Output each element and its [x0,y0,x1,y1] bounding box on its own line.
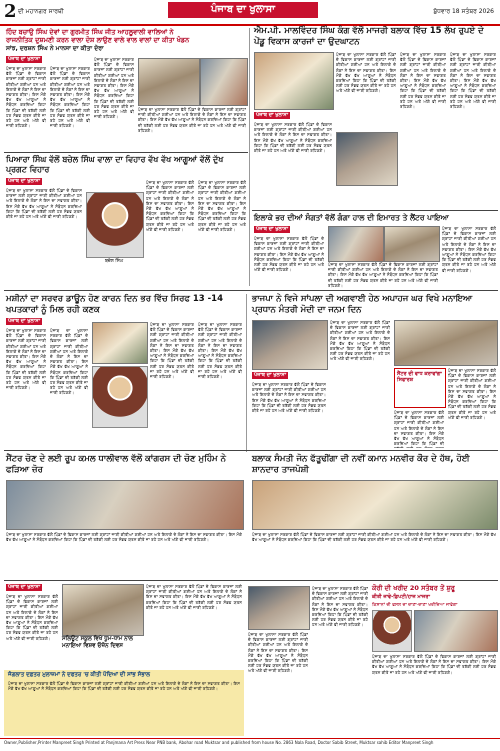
page-number: 2 [4,1,17,22]
column-divider [249,28,250,286]
article-11-headline: ਜੰਗਲਾਤ ਦਫ਼ਤਰ ਮੁਲਾਜ਼ਮਾਂ ਨੇ ਦਫਤਰ 'ਚ ਕੀਤੀ ਪੌਦਿਆਂ ਦੀ ਸਾਂਭ ਸੰਭਾਲ [8,672,150,678]
byline-badge: ਪੰਜਾਬ ਦਾ ਖੁਲਾਸਾ [254,372,287,378]
article-8-headline: ਬਲਾਕ ਸੰਮਤੀ ਜੋਨ ਫੱਤੂਢੀਂਗਾ ਦੀ ਨਵੀਂ ਕਮਾਨ ਮਨਵੀਰ ਕੌਰ ਦੇ ਹੱਥ, ਹੋਈ ਸ਼ਾਨਦਾਰ ਤਾਜਪੋਸ਼ੀ [252,454,470,475]
article-9-headline: ਕੋਰੀ ਦੀ ਖਰੀਦ 20 ਸਤੰਬਰ ਤੋਂ ਸ਼ੁਰੂ [372,584,455,592]
article-9-body: ਪੰਜਾਬ ਦਾ ਖੁਲਾਸਾ ਸਰਕਾਰ ਵੱਲੋਂ ਪਿੰਡਾਂ ਦੇ ਵਿਕਾਸ ਕਾਰਜਾਂ ਲਈ ਗ੍ਰਾਂਟਾਂ ਜਾਰੀ ਕੀਤੀਆਂ ਗਈਆਂ ਹਨ ਅਤੇ ਇਲਾਕੇ ਦੇ ਲੋਕਾਂ ਨੇ ਇਸ ਦਾ ਸਵਾਗਤ ਕੀਤਾ। ਇਸ ਮੌਕੇ ਵੱਖ ਵੱਖ ਆਗੂਆਂ ਨੇ ਸੰਬੋਧਨ ਕਰਦਿਆਂ ਕਿਹਾ ਕਿ ਪਿੰਡਾਂ ਦੀ ਤਰੱਕੀ ਲਈ ਹਰ ਸੰਭਵ ਯਤਨ ਕੀਤੇ ਜਾ ਰਹੇ ਹਨ ਅਤੇ ਅੱਗੇ ਵੀ ਜਾਰੀ ਰਹਿਣਗੇ। [372,654,496,675]
divider [4,580,498,581]
byline-badge: ਪੰਜਾਬ ਦਾ ਖੁਲਾਸਾ [8,56,41,62]
article-3-photo-2 [336,132,398,186]
article-3-photo [254,52,334,110]
article-6-body: ਪੰਜਾਬ ਦਾ ਖੁਲਾਸਾ ਸਰਕਾਰ ਵੱਲੋਂ ਪਿੰਡਾਂ ਦੇ ਵਿਕਾਸ ਕਾਰਜਾਂ ਲਈ ਗ੍ਰਾਂਟਾਂ ਜਾਰੀ ਕੀਤੀਆਂ ਗਈਆਂ ਹਨ ਅਤੇ ਇਲਾਕੇ ਦੇ ਲੋਕਾਂ ਨੇ ਇਸ ਦਾ ਸਵਾਗਤ ਕੀਤਾ। ਇਸ ਮੌਕੇ ਵੱਖ ਵੱਖ ਆਗੂਆਂ ਨੇ ਸੰਬੋਧਨ ਕਰਦਿਆਂ ਕਿਹਾ ਕਿ ਪਿੰਡਾਂ ਦੀ ਤਰੱਕੀ ਲਈ ਹਰ ਸੰਭਵ ਯਤਨ ਕੀਤੇ ਜਾ ਰਹੇ ਹਨ ਅਤੇ ਅੱਗੇ ਵੀ ਜਾਰੀ ਰਹਿਣਗੇ। [252,382,326,414]
article-1-body-3: ਪੰਜਾਬ ਦਾ ਖੁਲਾਸਾ ਸਰਕਾਰ ਵੱਲੋਂ ਪਿੰਡਾਂ ਦੇ ਵਿਕਾਸ ਕਾਰਜਾਂ ਲਈ ਗ੍ਰਾਂਟਾਂ ਜਾਰੀ ਕੀਤੀਆਂ ਗਈਆਂ ਹਨ ਅਤੇ ਇਲਾਕੇ ਦੇ ਲੋਕਾਂ ਨੇ ਇਸ ਦਾ ਸਵਾਗਤ ਕੀਤਾ। ਇਸ ਮੌਕੇ ਵੱਖ ਵੱਖ ਆਗੂਆਂ ਨੇ ਸੰਬੋਧਨ ਕਰਦਿਆਂ ਕਿਹਾ ਕਿ ਪਿੰਡਾਂ ਦੀ ਤਰੱਕੀ ਲਈ ਹਰ ਸੰਭਵ ਯਤਨ ਕੀਤੇ ਜਾ ਰਹੇ ਹਨ ਅਤੇ ਅੱਗੇ ਵੀ ਜਾਰੀ ਰਹਿਣਗੇ। [94,57,134,120]
article-6-body-2: ਪੰਜਾਬ ਦਾ ਖੁਲਾਸਾ ਸਰਕਾਰ ਵੱਲੋਂ ਪਿੰਡਾਂ ਦੇ ਵਿਕਾਸ ਕਾਰਜਾਂ ਲਈ ਗ੍ਰਾਂਟਾਂ ਜਾਰੀ ਕੀਤੀਆਂ ਗਈਆਂ ਹਨ ਅਤੇ ਇਲਾਕੇ ਦੇ ਲੋਕਾਂ ਨੇ ਇਸ ਦਾ ਸਵਾਗਤ ਕੀਤਾ। ਇਸ ਮੌਕੇ ਵੱਖ ਵੱਖ ਆਗੂਆਂ ਨੇ ਸੰਬੋਧਨ ਕਰਦਿਆਂ ਕਿਹਾ ਕਿ ਪਿੰਡਾਂ ਦੀ ਤਰੱਕੀ ਲਈ ਹਰ ਸੰਭਵ ਯਤਨ ਕੀਤੇ ਜਾ ਰਹੇ ਹਨ ਅਤੇ ਅੱਗੇ ਵੀ ਜਾਰੀ ਰਹਿਣਗੇ। [330,320,390,362]
article-1-body-4: ਪੰਜਾਬ ਦਾ ਖੁਲਾਸਾ ਸਰਕਾਰ ਵੱਲੋਂ ਪਿੰਡਾਂ ਦੇ ਵਿਕਾਸ ਕਾਰਜਾਂ ਲਈ ਗ੍ਰਾਂਟਾਂ ਜਾਰੀ ਕੀਤੀਆਂ ਗਈਆਂ ਹਨ ਅਤੇ ਇਲਾਕੇ ਦੇ ਲੋਕਾਂ ਨੇ ਇਸ ਦਾ ਸਵਾਗਤ ਕੀਤਾ। ਇਸ ਮੌਕੇ ਵੱਖ ਵੱਖ ਆਗੂਆਂ ਨੇ ਸੰਬੋਧਨ ਕਰਦਿਆਂ ਕਿਹਾ ਕਿ ਪਿੰਡਾਂ ਦੀ ਤਰੱਕੀ ਲਈ ਹਰ ਸੰਭਵ ਯਤਨ ਕੀਤੇ ਜਾ ਰਹੇ ਹਨ ਅਤੇ ਅੱਗੇ ਵੀ ਜਾਰੀ ਰਹਿਣਗੇ। [138,107,246,133]
article-6-photo [252,320,328,370]
divider [4,290,498,291]
byline-badge: ਪੰਜਾਬ ਦਾ ਖੁਲਾਸਾ [8,584,41,590]
obituary-portrait [86,192,144,258]
article-7-photo [6,480,244,530]
article-5-headline: ਮਸ਼ੀਨਾਂ ਦਾ ਸਰਵਰ ਡਾਊਨ ਹੋਣ ਕਾਰਨ ਦਿਨ ਭਰ ਵਿੱਚ ਸਿਰਫ 13 -14 ਖਪਤਕਾਰਾਂ ਨੂੰ ਮਿਲ ਰਹੀ ਕਣਕ [6,294,223,315]
bottom-body: ਪੰਜਾਬ ਦਾ ਖੁਲਾਸਾ ਸਰਕਾਰ ਵੱਲੋਂ ਪਿੰਡਾਂ ਦੇ ਵਿਕਾਸ ਕਾਰਜਾਂ ਲਈ ਗ੍ਰਾਂਟਾਂ ਜਾਰੀ ਕੀਤੀਆਂ ਗਈਆਂ ਹਨ ਅਤੇ ਇਲਾਕੇ ਦੇ ਲੋਕਾਂ ਨੇ ਇਸ ਦਾ ਸਵਾਗਤ ਕੀਤਾ। ਇਸ ਮੌਕੇ ਵੱਖ ਵੱਖ ਆਗੂਆਂ ਨੇ ਸੰਬੋਧਨ ਕਰਦਿਆਂ ਕਿਹਾ ਕਿ ਪਿੰਡਾਂ ਦੀ ਤਰੱਕੀ ਲਈ ਹਰ ਸੰਭਵ ਯਤਨ ਕੀਤੇ ਜਾ ਰਹੇ ਹਨ ਅਤੇ ਅੱਗੇ ਵੀ ਜਾਰੀ ਰਹਿਣਗੇ। [248,632,308,674]
article-4-body-2: ਪੰਜਾਬ ਦਾ ਖੁਲਾਸਾ ਸਰਕਾਰ ਵੱਲੋਂ ਪਿੰਡਾਂ ਦੇ ਵਿਕਾਸ ਕਾਰਜਾਂ ਲਈ ਗ੍ਰਾਂਟਾਂ ਜਾਰੀ ਕੀਤੀਆਂ ਗਈਆਂ ਹਨ ਅਤੇ ਇਲਾਕੇ ਦੇ ਲੋਕਾਂ ਨੇ ਇਸ ਦਾ ਸਵਾਗਤ ਕੀਤਾ। ਇਸ ਮੌਕੇ ਵੱਖ ਵੱਖ ਆਗੂਆਂ ਨੇ ਸੰਬੋਧਨ ਕਰਦਿਆਂ ਕਿਹਾ ਕਿ ਪਿੰਡਾਂ ਦੀ ਤਰੱਕੀ ਲਈ ਹਰ ਸੰਭਵ ਯਤਨ ਕੀਤੇ ਜਾ ਰਹੇ ਹਨ ਅਤੇ ਅੱਗੇ ਵੀ ਜਾਰੀ ਰਹਿਣਗੇ। [328,262,438,288]
article-4-photo-2 [384,226,440,262]
article-1-body-2: ਪੰਜਾਬ ਦਾ ਖੁਲਾਸਾ ਸਰਕਾਰ ਵੱਲੋਂ ਪਿੰਡਾਂ ਦੇ ਵਿਕਾਸ ਕਾਰਜਾਂ ਲਈ ਗ੍ਰਾਂਟਾਂ ਜਾਰੀ ਕੀਤੀਆਂ ਗਈਆਂ ਹਨ ਅਤੇ ਇਲਾਕੇ ਦੇ ਲੋਕਾਂ ਨੇ ਇਸ ਦਾ ਸਵਾਗਤ ਕੀਤਾ। ਇਸ ਮੌਕੇ ਵੱਖ ਵੱਖ ਆਗੂਆਂ ਨੇ ਸੰਬੋਧਨ ਕਰਦਿਆਂ ਕਿਹਾ ਕਿ ਪਿੰਡਾਂ ਦੀ ਤਰੱਕੀ ਲਈ ਹਰ ਸੰਭਵ ਯਤਨ ਕੀਤੇ ਜਾ ਰਹੇ ਹਨ ਅਤੇ ਅੱਗੇ ਵੀ ਜਾਰੀ ਰਹਿਣਗੇ। [50,66,90,129]
article-4-photo [328,226,384,262]
article-1-headline: ਹਿੰਦ ਬਚਾਉ ਸਿੰਘ ਦੇਵਾਂ ਦਾ ਗੁਰਮੀਤ ਸਿੰਘ ਜੀਤ ਆਹਲੂਵਾਲੀ ਵਾਲਿਆਂ ਨੇ ਰਾਜਨੀਤਿਕ ਦੁਸ਼ਮਣੀ ਕਰਨ ਵਾਲਾ ਦੋਸ਼ ਲਾਉਣ ਵਾਲੇ ਵਾਲ ਵਾਲਾਂ ਦਾ ਕੀਤਾ ਖੰਡਨ [6,28,190,44]
bottom-body-2: ਪੰਜਾਬ ਦਾ ਖੁਲਾਸਾ ਸਰਕਾਰ ਵੱਲੋਂ ਪਿੰਡਾਂ ਦੇ ਵਿਕਾਸ ਕਾਰਜਾਂ ਲਈ ਗ੍ਰਾਂਟਾਂ ਜਾਰੀ ਕੀਤੀਆਂ ਗਈਆਂ ਹਨ ਅਤੇ ਇਲਾਕੇ ਦੇ ਲੋਕਾਂ ਨੇ ਇਸ ਦਾ ਸਵਾਗਤ ਕੀਤਾ। ਇਸ ਮੌਕੇ ਵੱਖ ਵੱਖ ਆਗੂਆਂ ਨੇ ਸੰਬੋਧਨ ਕਰਦਿਆਂ ਕਿਹਾ ਕਿ ਪਿੰਡਾਂ ਦੀ ਤਰੱਕੀ ਲਈ ਹਰ ਸੰਭਵ ਯਤਨ ਕੀਤੇ ਜਾ ਰਹੇ ਹਨ ਅਤੇ ਅੱਗੇ ਵੀ ਜਾਰੀ ਰਹਿਣਗੇ। [312,586,368,628]
article-3-body-3: ਪੰਜਾਬ ਦਾ ਖੁਲਾਸਾ ਸਰਕਾਰ ਵੱਲੋਂ ਪਿੰਡਾਂ ਦੇ ਵਿਕਾਸ ਕਾਰਜਾਂ ਲਈ ਗ੍ਰਾਂਟਾਂ ਜਾਰੀ ਕੀਤੀਆਂ ਗਈਆਂ ਹਨ ਅਤੇ ਇਲਾਕੇ ਦੇ ਲੋਕਾਂ ਨੇ ਇਸ ਦਾ ਸਵਾਗਤ ਕੀਤਾ। ਇਸ ਮੌਕੇ ਵੱਖ ਵੱਖ ਆਗੂਆਂ ਨੇ ਸੰਬੋਧਨ ਕਰਦਿਆਂ ਕਿਹਾ ਕਿ ਪਿੰਡਾਂ ਦੀ ਤਰੱਕੀ ਲਈ ਹਰ ਸੰਭਵ ਯਤਨ ਕੀਤੇ ਜਾ ਰਹੇ ਹਨ ਅਤੇ ਅੱਗੇ ਵੀ ਜਾਰੀ ਰਹਿਣਗੇ। [400,52,446,110]
article-2-body-3: ਪੰਜਾਬ ਦਾ ਖੁਲਾਸਾ ਸਰਕਾਰ ਵੱਲੋਂ ਪਿੰਡਾਂ ਦੇ ਵਿਕਾਸ ਕਾਰਜਾਂ ਲਈ ਗ੍ਰਾਂਟਾਂ ਜਾਰੀ ਕੀਤੀਆਂ ਗਈਆਂ ਹਨ ਅਤੇ ਇਲਾਕੇ ਦੇ ਲੋਕਾਂ ਨੇ ਇਸ ਦਾ ਸਵਾਗਤ ਕੀਤਾ। ਇਸ ਮੌਕੇ ਵੱਖ ਵੱਖ ਆਗੂਆਂ ਨੇ ਸੰਬੋਧਨ ਕਰਦਿਆਂ ਕਿਹਾ ਕਿ ਪਿੰਡਾਂ ਦੀ ਤਰੱਕੀ ਲਈ ਹਰ ਸੰਭਵ ਯਤਨ ਕੀਤੇ ਜਾ ਰਹੇ ਹਨ ਅਤੇ ਅੱਗੇ ਵੀ ਜਾਰੀ ਰਹਿਣਗੇ। [198,180,246,232]
article-3-body-2: ਪੰਜਾਬ ਦਾ ਖੁਲਾਸਾ ਸਰਕਾਰ ਵੱਲੋਂ ਪਿੰਡਾਂ ਦੇ ਵਿਕਾਸ ਕਾਰਜਾਂ ਲਈ ਗ੍ਰਾਂਟਾਂ ਜਾਰੀ ਕੀਤੀਆਂ ਗਈਆਂ ਹਨ ਅਤੇ ਇਲਾਕੇ ਦੇ ਲੋਕਾਂ ਨੇ ਇਸ ਦਾ ਸਵਾਗਤ ਕੀਤਾ। ਇਸ ਮੌਕੇ ਵੱਖ ਵੱਖ ਆਗੂਆਂ ਨੇ ਸੰਬੋਧਨ ਕਰਦਿਆਂ ਕਿਹਾ ਕਿ ਪਿੰਡਾਂ ਦੀ ਤਰੱਕੀ ਲਈ ਹਰ ਸੰਭਵ ਯਤਨ ਕੀਤੇ ਜਾ ਰਹੇ ਹਨ ਅਤੇ ਅੱਗੇ ਵੀ ਜਾਰੀ ਰਹਿਣਗੇ। [336,52,396,94]
footer-imprint: Owner,Publisher,Printer Manpreet Singh Printed at Panjmana Art Press Near PNB bank, Abohar road Muktsar and published from house No. 2863 Nala Road, Doctor Sabib Street, Muktsar sahib Editor Manpreet Singh [4,740,434,745]
article-5-photo [92,322,148,364]
article-3-body-4: ਪੰਜਾਬ ਦਾ ਖੁਲਾਸਾ ਸਰਕਾਰ ਵੱਲੋਂ ਪਿੰਡਾਂ ਦੇ ਵਿਕਾਸ ਕਾਰਜਾਂ ਲਈ ਗ੍ਰਾਂਟਾਂ ਜਾਰੀ ਕੀਤੀਆਂ ਗਈਆਂ ਹਨ ਅਤੇ ਇਲਾਕੇ ਦੇ ਲੋਕਾਂ ਨੇ ਇਸ ਦਾ ਸਵਾਗਤ ਕੀਤਾ। ਇਸ ਮੌਕੇ ਵੱਖ ਵੱਖ ਆਗੂਆਂ ਨੇ ਸੰਬੋਧਨ ਕਰਦਿਆਂ ਕਿਹਾ ਕਿ ਪਿੰਡਾਂ ਦੀ ਤਰੱਕੀ ਲਈ ਹਰ ਸੰਭਵ ਯਤਨ ਕੀਤੇ ਜਾ ਰਹੇ ਹਨ ਅਤੇ ਅੱਗੇ ਵੀ ਜਾਰੀ ਰਹਿਣਗੇ। [450,52,496,110]
divider [4,152,248,153]
article-10-body: ਪੰਜਾਬ ਦਾ ਖੁਲਾਸਾ ਸਰਕਾਰ ਵੱਲੋਂ ਪਿੰਡਾਂ ਦੇ ਵਿਕਾਸ ਕਾਰਜਾਂ ਲਈ ਗ੍ਰਾਂਟਾਂ ਜਾਰੀ ਕੀਤੀਆਂ ਗਈਆਂ ਹਨ ਅਤੇ ਇਲਾਕੇ ਦੇ ਲੋਕਾਂ ਨੇ ਇਸ ਦਾ ਸਵਾਗਤ ਕੀਤਾ। ਇਸ ਮੌਕੇ ਵੱਖ ਵੱਖ ਆਗੂਆਂ ਨੇ ਸੰਬੋਧਨ ਕਰਦਿਆਂ ਕਿਹਾ ਕਿ ਪਿੰਡਾਂ ਦੀ ਤਰੱਕੀ ਲਈ ਹਰ ਸੰਭਵ ਯਤਨ ਕੀਤੇ ਜਾ ਰਹੇ ਹਨ ਅਤੇ ਅੱਗੇ ਵੀ ਜਾਰੀ ਰਹਿਣਗੇ। [6,594,58,641]
article-9-photo [414,610,498,652]
byline-badge: ਪੰਜਾਬ ਦਾ ਖੁਲਾਸਾ [8,318,41,324]
article-2-body-2: ਪੰਜਾਬ ਦਾ ਖੁਲਾਸਾ ਸਰਕਾਰ ਵੱਲੋਂ ਪਿੰਡਾਂ ਦੇ ਵਿਕਾਸ ਕਾਰਜਾਂ ਲਈ ਗ੍ਰਾਂਟਾਂ ਜਾਰੀ ਕੀਤੀਆਂ ਗਈਆਂ ਹਨ ਅਤੇ ਇਲਾਕੇ ਦੇ ਲੋਕਾਂ ਨੇ ਇਸ ਦਾ ਸਵਾਗਤ ਕੀਤਾ। ਇਸ ਮੌਕੇ ਵੱਖ ਵੱਖ ਆਗੂਆਂ ਨੇ ਸੰਬੋਧਨ ਕਰਦਿਆਂ ਕਿਹਾ ਕਿ ਪਿੰਡਾਂ ਦੀ ਤਰੱਕੀ ਲਈ ਹਰ ਸੰਭਵ ਯਤਨ ਕੀਤੇ ਜਾ ਰਹੇ ਹਨ ਅਤੇ ਅੱਗੇ ਵੀ ਜਾਰੀ ਰਹਿਣਗੇ। [146,180,194,232]
article-3-headline: ਐਮ.ਪੀ. ਮਾਲਵਿੰਦਰ ਸਿੰਘ ਕੰਗ ਵੱਲੋਂ ਮਾਜਰੀ ਬਲਾਕ ਵਿੱਚ 15 ਲੱਖ ਰੁਪਏ ਦੇ ਪੇਂਡੂ ਵਿਕਾਸ ਕਾਰਜਾਂ ਦਾ ਉਦਘਾਟਨ [254,26,484,47]
masthead: ਪੰਜਾਬ ਦਾ ਖੁਲਾਸਾ [168,2,318,18]
byline-badge: ਪੰਜਾਬ ਦਾ ਖੁਲਾਸਾ [256,112,289,118]
article-5-body-2: ਪੰਜਾਬ ਦਾ ਖੁਲਾਸਾ ਸਰਕਾਰ ਵੱਲੋਂ ਪਿੰਡਾਂ ਦੇ ਵਿਕਾਸ ਕਾਰਜਾਂ ਲਈ ਗ੍ਰਾਂਟਾਂ ਜਾਰੀ ਕੀਤੀਆਂ ਗਈਆਂ ਹਨ ਅਤੇ ਇਲਾਕੇ ਦੇ ਲੋਕਾਂ ਨੇ ਇਸ ਦਾ ਸਵਾਗਤ ਕੀਤਾ। ਇਸ ਮੌਕੇ ਵੱਖ ਵੱਖ ਆਗੂਆਂ ਨੇ ਸੰਬੋਧਨ ਕਰਦਿਆਂ ਕਿਹਾ ਕਿ ਪਿੰਡਾਂ ਦੀ ਤਰੱਕੀ ਲਈ ਹਰ ਸੰਭਵ ਯਤਨ ਕੀਤੇ ਜਾ ਰਹੇ ਹਨ ਅਤੇ ਅੱਗੇ ਵੀ ਜਾਰੀ ਰਹਿਣਗੇ। [50,328,88,396]
article-4-body: ਪੰਜਾਬ ਦਾ ਖੁਲਾਸਾ ਸਰਕਾਰ ਵੱਲੋਂ ਪਿੰਡਾਂ ਦੇ ਵਿਕਾਸ ਕਾਰਜਾਂ ਲਈ ਗ੍ਰਾਂਟਾਂ ਜਾਰੀ ਕੀਤੀਆਂ ਗਈਆਂ ਹਨ ਅਤੇ ਇਲਾਕੇ ਦੇ ਲੋਕਾਂ ਨੇ ਇਸ ਦਾ ਸਵਾਗਤ ਕੀਤਾ। ਇਸ ਮੌਕੇ ਵੱਖ ਵੱਖ ਆਗੂਆਂ ਨੇ ਸੰਬੋਧਨ ਕਰਦਿਆਂ ਕਿਹਾ ਕਿ ਪਿੰਡਾਂ ਦੀ ਤਰੱਕੀ ਲਈ ਹਰ ਸੰਭਵ ਯਤਨ ਕੀਤੇ ਜਾ ਰਹੇ ਹਨ ਅਤੇ ਅੱਗੇ ਵੀ ਜਾਰੀ ਰਹਿਣਗੇ। [254,236,324,273]
pullquote-text: ਸੈਂਟਰ ਦੀ ਵਾਧ ਕਰਾਵਾਂਗਾ ਸਿਫਾਰਸ਼ [397,371,442,383]
article-1-photo-2 [200,58,248,106]
article-9-subhead: ਕੀਤੀ ਜਾਵੇ-ਡਿਪਟੀ/ਹਾਜ ਮਾਜਰਾ [372,594,430,600]
divider [252,210,498,211]
page-footer [0,738,500,751]
article-5-body-4: ਪੰਜਾਬ ਦਾ ਖੁਲਾਸਾ ਸਰਕਾਰ ਵੱਲੋਂ ਪਿੰਡਾਂ ਦੇ ਵਿਕਾਸ ਕਾਰਜਾਂ ਲਈ ਗ੍ਰਾਂਟਾਂ ਜਾਰੀ ਕੀਤੀਆਂ ਗਈਆਂ ਹਨ ਅਤੇ ਇਲਾਕੇ ਦੇ ਲੋਕਾਂ ਨੇ ਇਸ ਦਾ ਸਵਾਗਤ ਕੀਤਾ। ਇਸ ਮੌਕੇ ਵੱਖ ਵੱਖ ਆਗੂਆਂ ਨੇ ਸੰਬੋਧਨ ਕਰਦਿਆਂ ਕਿਹਾ ਕਿ ਪਿੰਡਾਂ ਦੀ ਤਰੱਕੀ ਲਈ ਹਰ ਸੰਭਵ ਯਤਨ ਕੀਤੇ ਜਾ ਰਹੇ ਹਨ ਅਤੇ ਅੱਗੇ ਵੀ ਜਾਰੀ ਰਹਿਣਗੇ। [198,322,242,380]
paper-name: ਦੀ ਮਹਾਨਗਰ ਸਾਰਥੀ [18,8,64,15]
article-2-body: ਪੰਜਾਬ ਦਾ ਖੁਲਾਸਾ ਸਰਕਾਰ ਵੱਲੋਂ ਪਿੰਡਾਂ ਦੇ ਵਿਕਾਸ ਕਾਰਜਾਂ ਲਈ ਗ੍ਰਾਂਟਾਂ ਜਾਰੀ ਕੀਤੀਆਂ ਗਈਆਂ ਹਨ ਅਤੇ ਇਲਾਕੇ ਦੇ ਲੋਕਾਂ ਨੇ ਇਸ ਦਾ ਸਵਾਗਤ ਕੀਤਾ। ਇਸ ਮੌਕੇ ਵੱਖ ਵੱਖ ਆਗੂਆਂ ਨੇ ਸੰਬੋਧਨ ਕਰਦਿਆਂ ਕਿਹਾ ਕਿ ਪਿੰਡਾਂ ਦੀ ਤਰੱਕੀ ਲਈ ਹਰ ਸੰਭਵ ਯਤਨ ਕੀਤੇ ਜਾ ਰਹੇ ਹਨ ਅਤੇ ਅੱਗੇ ਵੀ ਜਾਰੀ ਰਹਿਣਗੇ। [6,188,82,220]
article-10-headline: ਸਲਿਊਟ ਸਕੂਲ ਵਿਖੇ ਧੂਮ-ਧਾਮ ਨਾਲ ਮਨਾਇਆ ਵਿਸ਼ਵ ਓਜ਼ੋਨ ਦਿਵਸ [62,636,133,649]
article-5-body-3: ਪੰਜਾਬ ਦਾ ਖੁਲਾਸਾ ਸਰਕਾਰ ਵੱਲੋਂ ਪਿੰਡਾਂ ਦੇ ਵਿਕਾਸ ਕਾਰਜਾਂ ਲਈ ਗ੍ਰਾਂਟਾਂ ਜਾਰੀ ਕੀਤੀਆਂ ਗਈਆਂ ਹਨ ਅਤੇ ਇਲਾਕੇ ਦੇ ਲੋਕਾਂ ਨੇ ਇਸ ਦਾ ਸਵਾਗਤ ਕੀਤਾ। ਇਸ ਮੌਕੇ ਵੱਖ ਵੱਖ ਆਗੂਆਂ ਨੇ ਸੰਬੋਧਨ ਕਰਦਿਆਂ ਕਿਹਾ ਕਿ ਪਿੰਡਾਂ ਦੀ ਤਰੱਕੀ ਲਈ ਹਰ ਸੰਭਵ ਯਤਨ ਕੀਤੇ ਜਾ ਰਹੇ ਹਨ ਅਤੇ ਅੱਗੇ ਵੀ ਜਾਰੀ ਰਹਿਣਗੇ। [150,322,194,380]
article-7-body: ਪੰਜਾਬ ਦਾ ਖੁਲਾਸਾ ਸਰਕਾਰ ਵੱਲੋਂ ਪਿੰਡਾਂ ਦੇ ਵਿਕਾਸ ਕਾਰਜਾਂ ਲਈ ਗ੍ਰਾਂਟਾਂ ਜਾਰੀ ਕੀਤੀਆਂ ਗਈਆਂ ਹਨ ਅਤੇ ਇਲਾਕੇ ਦੇ ਲੋਕਾਂ ਨੇ ਇਸ ਦਾ ਸਵਾਗਤ ਕੀਤਾ। ਇਸ ਮੌਕੇ ਵੱਖ ਵੱਖ ਆਗੂਆਂ ਨੇ ਸੰਬੋਧਨ ਕਰਦਿਆਂ ਕਿਹਾ ਕਿ ਪਿੰਡਾਂ ਦੀ ਤਰੱਕੀ ਲਈ ਹਰ ਸੰਭਵ ਯਤਨ ਕੀਤੇ ਜਾ ਰਹੇ ਹਨ ਅਤੇ ਅੱਗੇ ਵੀ ਜਾਰੀ ਰਹਿਣਗੇ। [6,532,242,543]
obituary-name: ਬਚੇਲ ਸਿੰਘ [104,259,124,264]
column-divider [246,294,247,452]
article-9-portrait [372,610,412,652]
article-9-banner: ਕਿਸਾਨਾਂ ਦੀ ਫਸਲ ਦਾ ਦਾਣਾ-ਦਾਣਾ ਖਰੀਦਿਆ ਜਾਵੇਗਾ [372,603,458,608]
article-7-headline: ਸੈਂਟਰ ਚੋਣ ਦੇ ਲਈ ਰੂਪ ਕਮਲ ਧਾਲੀਵਾਲ ਵੱਲੋਂ ਕਾਂਗਰਸ ਦੀ ਚੋਣ ਮੁਹਿੰਮ ਨੇ ਫੜਿਆ ਜ਼ੋਰ [6,454,226,475]
article-6-body-3: ਪੰਜਾਬ ਦਾ ਖੁਲਾਸਾ ਸਰਕਾਰ ਵੱਲੋਂ ਪਿੰਡਾਂ ਦੇ ਵਿਕਾਸ ਕਾਰਜਾਂ ਲਈ ਗ੍ਰਾਂਟਾਂ ਜਾਰੀ ਕੀਤੀਆਂ ਗਈਆਂ ਹਨ ਅਤੇ ਇਲਾਕੇ ਦੇ ਲੋਕਾਂ ਨੇ ਇਸ ਦਾ ਸਵਾਗਤ ਕੀਤਾ। ਇਸ ਮੌਕੇ ਵੱਖ ਵੱਖ ਆਗੂਆਂ ਨੇ ਸੰਬੋਧਨ ਕਰਦਿਆਂ ਕਿਹਾ ਕਿ ਪਿੰਡਾਂ ਦੀ ਤਰੱਕੀ ਲਈ ਹਰ ਸੰਭਵ ਯਤਨ ਕੀਤੇ ਜਾ ਰਹੇ ਹਨ ਅਤੇ ਅੱਗੇ ਵੀ ਜਾਰੀ ਰਹਿਣਗੇ। [448,368,496,420]
article-10-photo [62,584,144,636]
article-8-body: ਪੰਜਾਬ ਦਾ ਖੁਲਾਸਾ ਸਰਕਾਰ ਵੱਲੋਂ ਪਿੰਡਾਂ ਦੇ ਵਿਕਾਸ ਕਾਰਜਾਂ ਲਈ ਗ੍ਰਾਂਟਾਂ ਜਾਰੀ ਕੀਤੀਆਂ ਗਈਆਂ ਹਨ ਅਤੇ ਇਲਾਕੇ ਦੇ ਲੋਕਾਂ ਨੇ ਇਸ ਦਾ ਸਵਾਗਤ ਕੀਤਾ। ਇਸ ਮੌਕੇ ਵੱਖ ਵੱਖ ਆਗੂਆਂ ਨੇ ਸੰਬੋਧਨ ਕਰਦਿਆਂ ਕਿਹਾ ਕਿ ਪਿੰਡਾਂ ਦੀ ਤਰੱਕੀ ਲਈ ਹਰ ਸੰਭਵ ਯਤਨ ਕੀਤੇ ਜਾ ਰਹੇ ਹਨ ਅਤੇ ਅੱਗੇ ਵੀ ਜਾਰੀ ਰਹਿਣਗੇ। [252,532,496,543]
article-5-photo-2 [92,366,148,428]
article-11-body: ਪੰਜਾਬ ਦਾ ਖੁਲਾਸਾ ਸਰਕਾਰ ਵੱਲੋਂ ਪਿੰਡਾਂ ਦੇ ਵਿਕਾਸ ਕਾਰਜਾਂ ਲਈ ਗ੍ਰਾਂਟਾਂ ਜਾਰੀ ਕੀਤੀਆਂ ਗਈਆਂ ਹਨ ਅਤੇ ਇਲਾਕੇ ਦੇ ਲੋਕਾਂ ਨੇ ਇਸ ਦਾ ਸਵਾਗਤ ਕੀਤਾ। ਇਸ ਮੌਕੇ ਵੱਖ ਵੱਖ ਆਗੂਆਂ ਨੇ ਸੰਬੋਧਨ ਕਰਦਿਆਂ ਕਿਹਾ ਕਿ ਪਿੰਡਾਂ ਦੀ ਤਰੱਕੀ ਲਈ ਹਰ ਸੰਭਵ ਯਤਨ ਕੀਤੇ ਜਾ ਰਹੇ ਹਨ ਅਤੇ ਅੱਗੇ ਵੀ ਜਾਰੀ ਰਹਿਣਗੇ। [8,681,240,692]
article-3-body: ਪੰਜਾਬ ਦਾ ਖੁਲਾਸਾ ਸਰਕਾਰ ਵੱਲੋਂ ਪਿੰਡਾਂ ਦੇ ਵਿਕਾਸ ਕਾਰਜਾਂ ਲਈ ਗ੍ਰਾਂਟਾਂ ਜਾਰੀ ਕੀਤੀਆਂ ਗਈਆਂ ਹਨ ਅਤੇ ਇਲਾਕੇ ਦੇ ਲੋਕਾਂ ਨੇ ਇਸ ਦਾ ਸਵਾਗਤ ਕੀਤਾ। ਇਸ ਮੌਕੇ ਵੱਖ ਵੱਖ ਆਗੂਆਂ ਨੇ ਸੰਬੋਧਨ ਕਰਦਿਆਂ ਕਿਹਾ ਕਿ ਪਿੰਡਾਂ ਦੀ ਤਰੱਕੀ ਲਈ ਹਰ ਸੰਭਵ ਯਤਨ ਕੀਤੇ ਜਾ ਰਹੇ ਹਨ ਅਤੇ ਅੱਗੇ ਵੀ ਜਾਰੀ ਰਹਿਣਗੇ। [254,122,332,154]
bottom-photo [248,586,310,630]
article-1-subhead: ਸਾਂਝ, ਦਰਸ਼ਨ ਸਿੰਘ ਨੇ ਮਾਨਸਾ ਦਾ ਕੀਤਾ ਦੋਰਾ [6,45,104,52]
article-6-body-4: ਪੰਜਾਬ ਦਾ ਖੁਲਾਸਾ ਸਰਕਾਰ ਵੱਲੋਂ ਪਿੰਡਾਂ ਦੇ ਵਿਕਾਸ ਕਾਰਜਾਂ ਲਈ ਗ੍ਰਾਂਟਾਂ ਜਾਰੀ ਕੀਤੀਆਂ ਗਈਆਂ ਹਨ ਅਤੇ ਇਲਾਕੇ ਦੇ ਲੋਕਾਂ ਨੇ ਇਸ ਦਾ ਸਵਾਗਤ ਕੀਤਾ। ਇਸ ਮੌਕੇ ਵੱਖ ਵੱਖ ਆਗੂਆਂ ਨੇ ਸੰਬੋਧਨ ਕਰਦਿਆਂ ਕਿਹਾ ਕਿ ਪਿੰਡਾਂ ਦੀ [394,410,444,447]
article-1-body: ਪੰਜਾਬ ਦਾ ਖੁਲਾਸਾ ਸਰਕਾਰ ਵੱਲੋਂ ਪਿੰਡਾਂ ਦੇ ਵਿਕਾਸ ਕਾਰਜਾਂ ਲਈ ਗ੍ਰਾਂਟਾਂ ਜਾਰੀ ਕੀਤੀਆਂ ਗਈਆਂ ਹਨ ਅਤੇ ਇਲਾਕੇ ਦੇ ਲੋਕਾਂ ਨੇ ਇਸ ਦਾ ਸਵਾਗਤ ਕੀਤਾ। ਇਸ ਮੌਕੇ ਵੱਖ ਵੱਖ ਆਗੂਆਂ ਨੇ ਸੰਬੋਧਨ ਕਰਦਿਆਂ ਕਿਹਾ ਕਿ ਪਿੰਡਾਂ ਦੀ ਤਰੱਕੀ ਲਈ ਹਰ ਸੰਭਵ ਯਤਨ ਕੀਤੇ ਜਾ ਰਹੇ ਹਨ ਅਤੇ ਅੱਗੇ ਵੀ ਜਾਰੀ ਰਹਿਣਗੇ। [6,66,46,129]
article-6-photo-2 [394,320,498,366]
article-4-body-3: ਪੰਜਾਬ ਦਾ ਖੁਲਾਸਾ ਸਰਕਾਰ ਵੱਲੋਂ ਪਿੰਡਾਂ ਦੇ ਵਿਕਾਸ ਕਾਰਜਾਂ ਲਈ ਗ੍ਰਾਂਟਾਂ ਜਾਰੀ ਕੀਤੀਆਂ ਗਈਆਂ ਹਨ ਅਤੇ ਇਲਾਕੇ ਦੇ ਲੋਕਾਂ ਨੇ ਇਸ ਦਾ ਸਵਾਗਤ ਕੀਤਾ। ਇਸ ਮੌਕੇ ਵੱਖ ਵੱਖ ਆਗੂਆਂ ਨੇ ਸੰਬੋਧਨ ਕਰਦਿਆਂ ਕਿਹਾ ਕਿ ਪਿੰਡਾਂ ਦੀ ਤਰੱਕੀ ਲਈ ਹਰ ਸੰਭਵ ਯਤਨ ਕੀਤੇ ਜਾ ਰਹੇ ਹਨ ਅਤੇ ਅੱਗੇ ਵੀ ਜਾਰੀ ਰਹਿਣਗੇ। [442,226,496,273]
article-1-photo [138,58,200,106]
byline-badge: ਪੰਜਾਬ ਦਾ ਖੁਲਾਸਾ [8,178,41,184]
pullquote-box [394,368,446,408]
issue-date: ਬੁੱਧਵਾਰ 18 ਸਤੰਬਰ 2026 [433,8,494,15]
article-4-headline: ਇਲਾਕੇ ਭਰ ਦੀਆਂ ਸੰਗਤਾਂ ਵੱਲੋਂ ਗੰਗਾ ਹਾਲ ਦੀ ਇਮਾਰਤ ਤੇ ਲੈਂਟਰ ਪਾਇਆ [254,213,449,222]
article-10-body-2: ਪੰਜਾਬ ਦਾ ਖੁਲਾਸਾ ਸਰਕਾਰ ਵੱਲੋਂ ਪਿੰਡਾਂ ਦੇ ਵਿਕਾਸ ਕਾਰਜਾਂ ਲਈ ਗ੍ਰਾਂਟਾਂ ਜਾਰੀ ਕੀਤੀਆਂ ਗਈਆਂ ਹਨ ਅਤੇ ਇਲਾਕੇ ਦੇ ਲੋਕਾਂ ਨੇ ਇਸ ਦਾ ਸਵਾਗਤ ਕੀਤਾ। ਇਸ ਮੌਕੇ ਵੱਖ ਵੱਖ ਆਗੂਆਂ ਨੇ ਸੰਬੋਧਨ ਕਰਦਿਆਂ ਕਿਹਾ ਕਿ ਪਿੰਡਾਂ ਦੀ ਤਰੱਕੀ ਲਈ ਹਰ ਸੰਭਵ ਯਤਨ ਕੀਤੇ ਜਾ ਰਹੇ ਹਨ ਅਤੇ ਅੱਗੇ ਵੀ ਜਾਰੀ ਰਹਿਣਗੇ। [146,584,242,610]
divider [4,450,498,451]
article-8-photo [252,480,498,530]
article-5-body: ਪੰਜਾਬ ਦਾ ਖੁਲਾਸਾ ਸਰਕਾਰ ਵੱਲੋਂ ਪਿੰਡਾਂ ਦੇ ਵਿਕਾਸ ਕਾਰਜਾਂ ਲਈ ਗ੍ਰਾਂਟਾਂ ਜਾਰੀ ਕੀਤੀਆਂ ਗਈਆਂ ਹਨ ਅਤੇ ਇਲਾਕੇ ਦੇ ਲੋਕਾਂ ਨੇ ਇਸ ਦਾ ਸਵਾਗਤ ਕੀਤਾ। ਇਸ ਮੌਕੇ ਵੱਖ ਵੱਖ ਆਗੂਆਂ ਨੇ ਸੰਬੋਧਨ ਕਰਦਿਆਂ ਕਿਹਾ ਕਿ ਪਿੰਡਾਂ ਦੀ ਤਰੱਕੀ ਲਈ ਹਰ ਸੰਭਵ ਯਤਨ ਕੀਤੇ ਜਾ ਰਹੇ ਹਨ ਅਤੇ ਅੱਗੇ ਵੀ ਜਾਰੀ ਰਹਿਣਗੇ। [6,328,46,391]
article-2-headline: ਪਿਆਰਾ ਸਿੰਘ ਵੱਲੋਂ ਬਚੇਲ ਸਿੰਘ ਵਾਲਾ ਦਾ ਵਿਹਾਰ ਵੱਖ ਵੱਖ ਆਗੂਆਂ ਵੱਲੋਂ ਦੁੱਖ ਪ੍ਰਗਟ ਵਿਹਾਰ [6,155,224,174]
article-6-headline: ਭਾਜਪਾ ਨੇ ਵਿਜੇ ਸਾਂਪਲਾ ਦੀ ਅਗਵਾਈ ਹੇਠ ਅਪਾਹਜ ਘਰ ਵਿਖੇ ਮਨਾਇਆ ਪ੍ਰਧਾਨ ਮੰਤਰੀ ਮੋਦੀ ਦਾ ਜਨਮ ਦਿਨ [252,294,473,315]
byline-badge: ਪੰਜਾਬ ਦਾ ਖੁਲਾਸਾ [256,226,289,232]
